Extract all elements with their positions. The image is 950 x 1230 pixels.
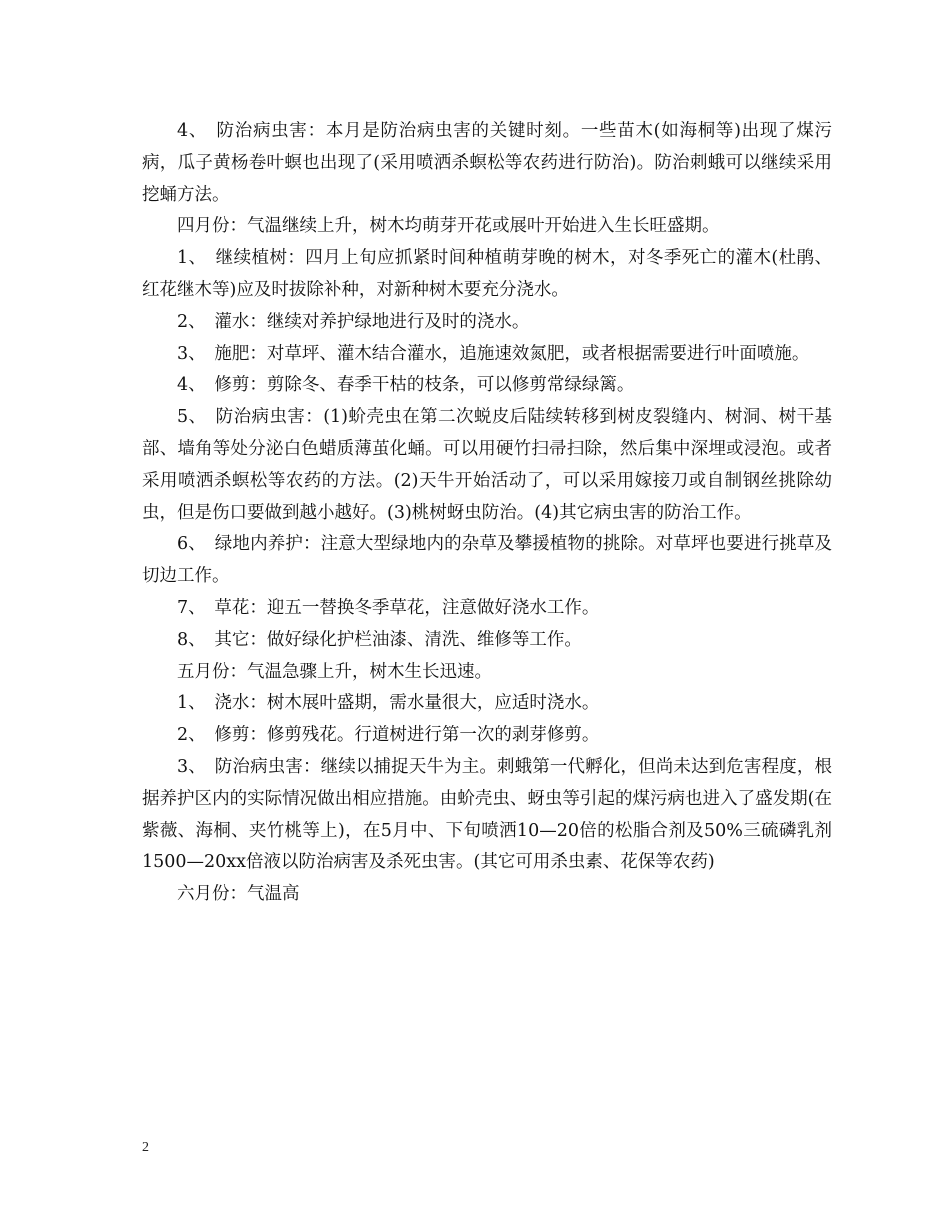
paragraph: 3、 施肥：对草坪、灌木结合灌水，追施速效氮肥，或者根据需要进行叶面喷施。 — [177, 343, 810, 364]
paragraph: 3、 防治病虫害：继续以捕捉天牛为主。刺蛾第一代孵化，但尚未达到危害程度，根据养护区内的实际情况做出相应措施。由蚧壳虫、蚜虫等引起的煤污病也进入了盛发期(在紫薇、海桐、夹竹桃等上)，在5月中、下旬喷洒10—20倍的松脂合剂及50%三硫磷乳剂1500—20xx倍液以防治病害及杀死虫害。(其它可用杀虫素、花保等农药) — [142, 756, 832, 873]
paragraph: 1、 继续植树：四月上旬应抓紧时间种植萌芽晚的树木，对冬季死亡的灌木(杜鹃、红花继木等)应及时拔除补种，对新种树木要充分浇水。 — [142, 248, 832, 300]
paragraph: 4、 防治病虫害：本月是防治病虫害的关键时刻。一些苗木(如海桐等)出现了煤污病，瓜子黄杨卷叶螟也出现了(采用喷洒杀螟松等农药进行防治)。防治刺蛾可以继续采用挖蛹方法。 — [142, 121, 832, 205]
paragraph: 5、 防治病虫害：(1)蚧壳虫在第二次蜕皮后陆续转移到树皮裂缝内、树洞、树干基部、墙角等处分泌白色蜡质薄茧化蛹。可以用硬竹扫帚扫除，然后集中深埋或浸泡。或者采用喷洒杀螟松等农药的方法。(2)天牛开始活动了，可以采用嫁接刀或自制钢丝挑除幼虫，但是伤口要做到越小越好。(3)桃树蚜虫防治。(4)其它病虫害的防治工作。 — [142, 407, 832, 523]
paragraph: 2、 灌水：继续对养护绿地进行及时的浇水。 — [177, 311, 530, 332]
paragraph: 7、 草花：迎五一替换冬季草花，注意做好浇水工作。 — [177, 597, 600, 618]
paragraph: 8、 其它：做好绿化护栏油漆、清洗、维修等工作。 — [177, 629, 582, 650]
paragraph: 6、 绿地内养护：注意大型绿地内的杂草及攀援植物的挑除。对草坪也要进行挑草及切边工作。 — [142, 534, 832, 587]
paragraph: 2、 修剪：修剪残花。行道树进行第一次的剥芽修剪。 — [177, 725, 600, 746]
paragraph: 1、 浇水：树木展叶盛期，需水量很大，应适时浇水。 — [177, 693, 600, 714]
document-body — [142, 116, 832, 911]
paragraph: 4、 修剪：剪除冬、春季干枯的枝条，可以修剪常绿绿篱。 — [177, 375, 635, 396]
page-number: 2 — [142, 1140, 149, 1155]
paragraph: 五月份：气温急骤上升，树木生长迅速。 — [177, 661, 492, 682]
paragraph: 四月份：气温继续上升，树木均萌芽开花或展叶开始进入生长旺盛期。 — [177, 216, 720, 237]
paragraph: 六月份：气温高 — [177, 884, 300, 905]
